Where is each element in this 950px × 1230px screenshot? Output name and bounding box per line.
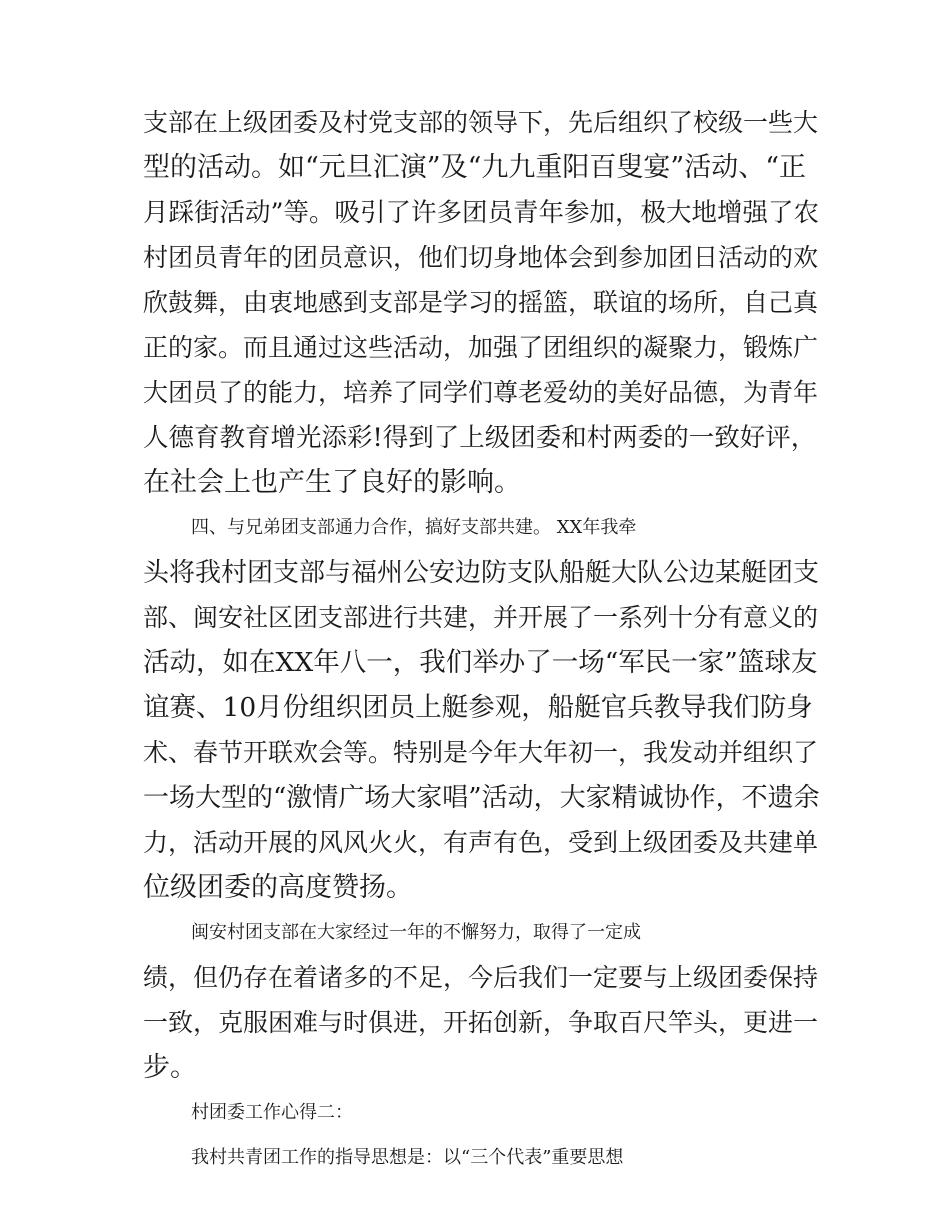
text-line: 活动，如在XX年八一，我们举办了一场“军民一家”篮球友 [143, 647, 818, 678]
text-line: 人德育教育增光添彩!得到了上级团委和村两委的一致好评， [143, 423, 817, 453]
text-line: 部、闽安社区团支部进行共建，并开展了一系列十分有意义的 [143, 603, 819, 632]
text-line: 正的家。而且通过这些活动，加强了团组织的凝聚力，锻炼广 [143, 333, 819, 362]
text-line: 村团员青年的团员意识，他们切身地体会到参加团日活动的欢 [143, 243, 819, 272]
text-line: 支部在上级团委及村党支部的领导下，先后组织了校级一些大 [143, 108, 819, 137]
text-line: 在社会上也产生了良好的影响。 [143, 467, 521, 498]
text-line: 术、春节开联欢会等。特别是今年大年初一，我发动并组织了 [143, 738, 819, 767]
text-line: 月踩街活动”等。吸引了许多团员青年参加，极大地增强了农 [143, 198, 820, 228]
text-line: 头将我村团支部与福州公安边防支队船艇大队公边某艇团支 [143, 558, 820, 588]
paragraph-first-line: 四、与兄弟团支部通力合作，搞好支部共建。 XX年我牵 [191, 517, 637, 538]
text-line: 欣鼓舞，由衷地感到支部是学习的摇篮，联谊的场所，自己真 [143, 288, 819, 317]
text-line: 力，活动开展的风风火火，有声有色，受到上级团委及共建单 [143, 828, 819, 857]
paragraph-first-line: 我村共青团工作的指导思想是：以“三个代表”重要思想 [191, 1147, 624, 1168]
text-line: 绩，但仍存在着诸多的不足，今后我们一定要与上级团委保持 [143, 963, 819, 992]
text-line: 大团员了的能力，培养了同学们尊老爱幼的美好品德，为青年 [143, 378, 819, 407]
text-line: 步。 [143, 1052, 197, 1083]
text-line: 一场大型的“激情广场大家唱”活动，大家精诚协作，不遗余 [143, 783, 820, 813]
text-line: 位级团委的高度赞扬。 [143, 872, 413, 903]
paragraph-first-line: 闽安村团支部在大家经过一年的不懈努力，取得了一定成 [191, 922, 641, 943]
text-line: 型的活动。如“元旦汇演”及“九九重阳百叟宴”活动、“正 [143, 152, 807, 183]
text-line: 谊赛、10月份组织团员上艇参观，船艇官兵教导我们防身 [143, 692, 813, 723]
text-line: 一致，克服困难与时俱进，开拓创新，争取百尺竿头，更进一 [143, 1008, 819, 1037]
section-heading: 村团委工作心得二： [191, 1102, 353, 1123]
